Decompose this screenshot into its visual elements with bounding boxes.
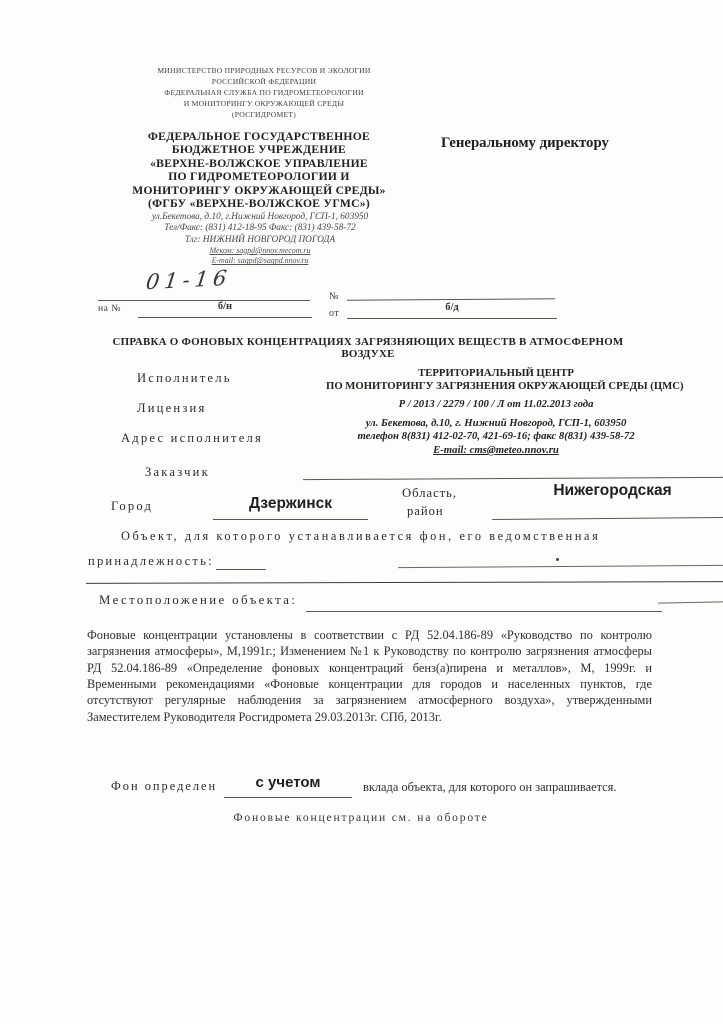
region-underline (492, 499, 723, 520)
org-line: ПО ГИДРОМЕТЕОРОЛОГИИ И (168, 170, 350, 184)
background-label: Фон определен (111, 779, 218, 793)
region-value: Нижегородская (553, 482, 672, 499)
number-blank-line (347, 283, 555, 300)
city-label: Город (111, 499, 154, 513)
section-divider-line (86, 567, 723, 584)
methodology-paragraph: Фоновые концентрации установлены в соответствии с РД 52.04.186-89 «Руководство по контролю загрязнения атмосферы», М,1991г.; Изменением №1 к Руководству по контролю загрязнения атмосферы РД 52.04.186-89 «Определение фоновых концентраций бенз(а)пирена и металлов», М, 1999г. и Временными рекомендациями «Фоновые концентрации для городов и населенных пунктов, где отсутствуют регулярные наблюдения за загрязнением атмосферного воздуха», утвержденными Заместителем Руководителя Росгидромета 29.03.2013г. СПб, 2013г. (87, 628, 652, 724)
city-value: Дзержинск (213, 495, 368, 520)
contact-line: Тлг: НИЖНИЙ НОВГОРОД ПОГОДА (184, 234, 336, 245)
org-line: «ВЕРХНЕ-ВОЛЖСКОЕ УПРАВЛЕНИЕ (150, 156, 368, 170)
org-line: БЮДЖЕТНОЕ УЧРЕЖДЕНИЕ (171, 143, 347, 157)
executor-address-line2: телефон 8(831) 412-02-70, 421-69-16; факс 8(831) 439-58-72 (357, 430, 635, 442)
footer-note: Фоновые концентрации см. на обороте (233, 811, 489, 824)
location-blank-line (306, 597, 662, 612)
mecom-address: Меком: sagpd@nnov.mecom.ru (209, 245, 311, 255)
location-blank-line-edge (658, 589, 723, 603)
org-line: (ФГБУ «ВЕРХНЕ-ВОЛЖСКОЕ УГМС») (147, 197, 371, 211)
executor-value-line1: ТЕРРИТОРИАЛЬНЫЙ ЦЕНТР (418, 367, 574, 379)
background-value: с учетом (224, 774, 352, 798)
contact-line: ул.Бекетова, д.10, г.Нижний Новгород, ГСП-1, 603950 (151, 212, 369, 222)
ministry-line: И МОНИТОРИНГУ ОКРУЖАЮЩЕЙ СРЕДЫ (183, 98, 345, 108)
ministry-line: ФЕДЕРАЛЬНАЯ СЛУЖБА ПО ГИДРОМЕТЕОРОЛОГИИ (164, 87, 364, 97)
customer-label: Заказчик (145, 465, 210, 479)
addressee: Генеральному директору (441, 135, 609, 151)
ministry-line: РОССИЙСКОЙ ФЕДЕРАЦИИ (211, 76, 317, 86)
organization-name (96, 130, 422, 210)
ministry-line: МИНИСТЕРСТВО ПРИРОДНЫХ РЕСУРСОВ И ЭКОЛОГИИ (157, 66, 371, 75)
region-label-line2: район (407, 504, 444, 518)
executor-email: E-mail: cms@meteo.nnov.ru (433, 444, 559, 456)
doc-number-line (98, 278, 310, 301)
background-suffix: вклада объекта, для которого он запрашивается. (363, 780, 617, 794)
license-value: Р / 2013 / 2279 / 100 / Л от 11.02.2013 года (398, 398, 594, 410)
object-long-blank-line (398, 551, 723, 568)
ministry-header (116, 66, 412, 121)
location-label: Местоположение объекта: (99, 593, 298, 607)
org-line: ФЕДЕРАЛЬНОЕ ГОСУДАРСТВЕННОЕ (147, 130, 371, 143)
no-number-field: б/н (138, 301, 312, 318)
email-address: E-mail: sagpd@sagpd.nnov.ru (211, 256, 309, 266)
license-label: Лицензия (137, 401, 207, 415)
ministry-line: (РОСГИДРОМЕТ) (231, 109, 297, 119)
contact-line: Тел/Факс: (831) 412-18-95 Факс: (831) 439-58-72 (164, 223, 356, 234)
document-title: СПРАВКА О ФОНОВЫХ КОНЦЕНТРАЦИЯХ ЗАГРЯЗНЯЮЩИХ ВЕЩЕСТВ В АТМОСФЕРНОМ ВОЗДУХЕ (112, 336, 624, 360)
on-number-label: на № (98, 303, 121, 314)
region-label-line1: Область, (402, 486, 458, 500)
handwritten-doc-number: 01-16 (144, 265, 233, 295)
object-line2-label: принадлежность: (88, 554, 214, 568)
executor-value-line2: ПО МОНИТОРИНГУ ЗАГРЯЗНЕНИЯ ОКРУЖАЮЩЕЙ СРЕДЫ (ЦМС) (326, 380, 684, 392)
letterhead-contacts (106, 212, 414, 267)
executor-address-label: Адрес исполнителя (121, 431, 263, 445)
customer-blank-line (303, 460, 723, 480)
executor-label: Исполнитель (137, 371, 232, 385)
object-line1: Объект, для которого устанавливается фон, его ведомственная (121, 529, 601, 543)
ink-dot (556, 558, 559, 561)
number-label: № (329, 291, 340, 302)
no-date-field: б/д (347, 302, 557, 319)
executor-address-line1: ул. Бекетова, д.10, г. Нижний Новгород, ГСП-1, 603950 (365, 417, 627, 429)
from-label: от (329, 308, 340, 319)
org-line: МОНИТОРИНГУ ОКРУЖАЮЩЕЙ СРЕДЫ» (132, 183, 386, 197)
